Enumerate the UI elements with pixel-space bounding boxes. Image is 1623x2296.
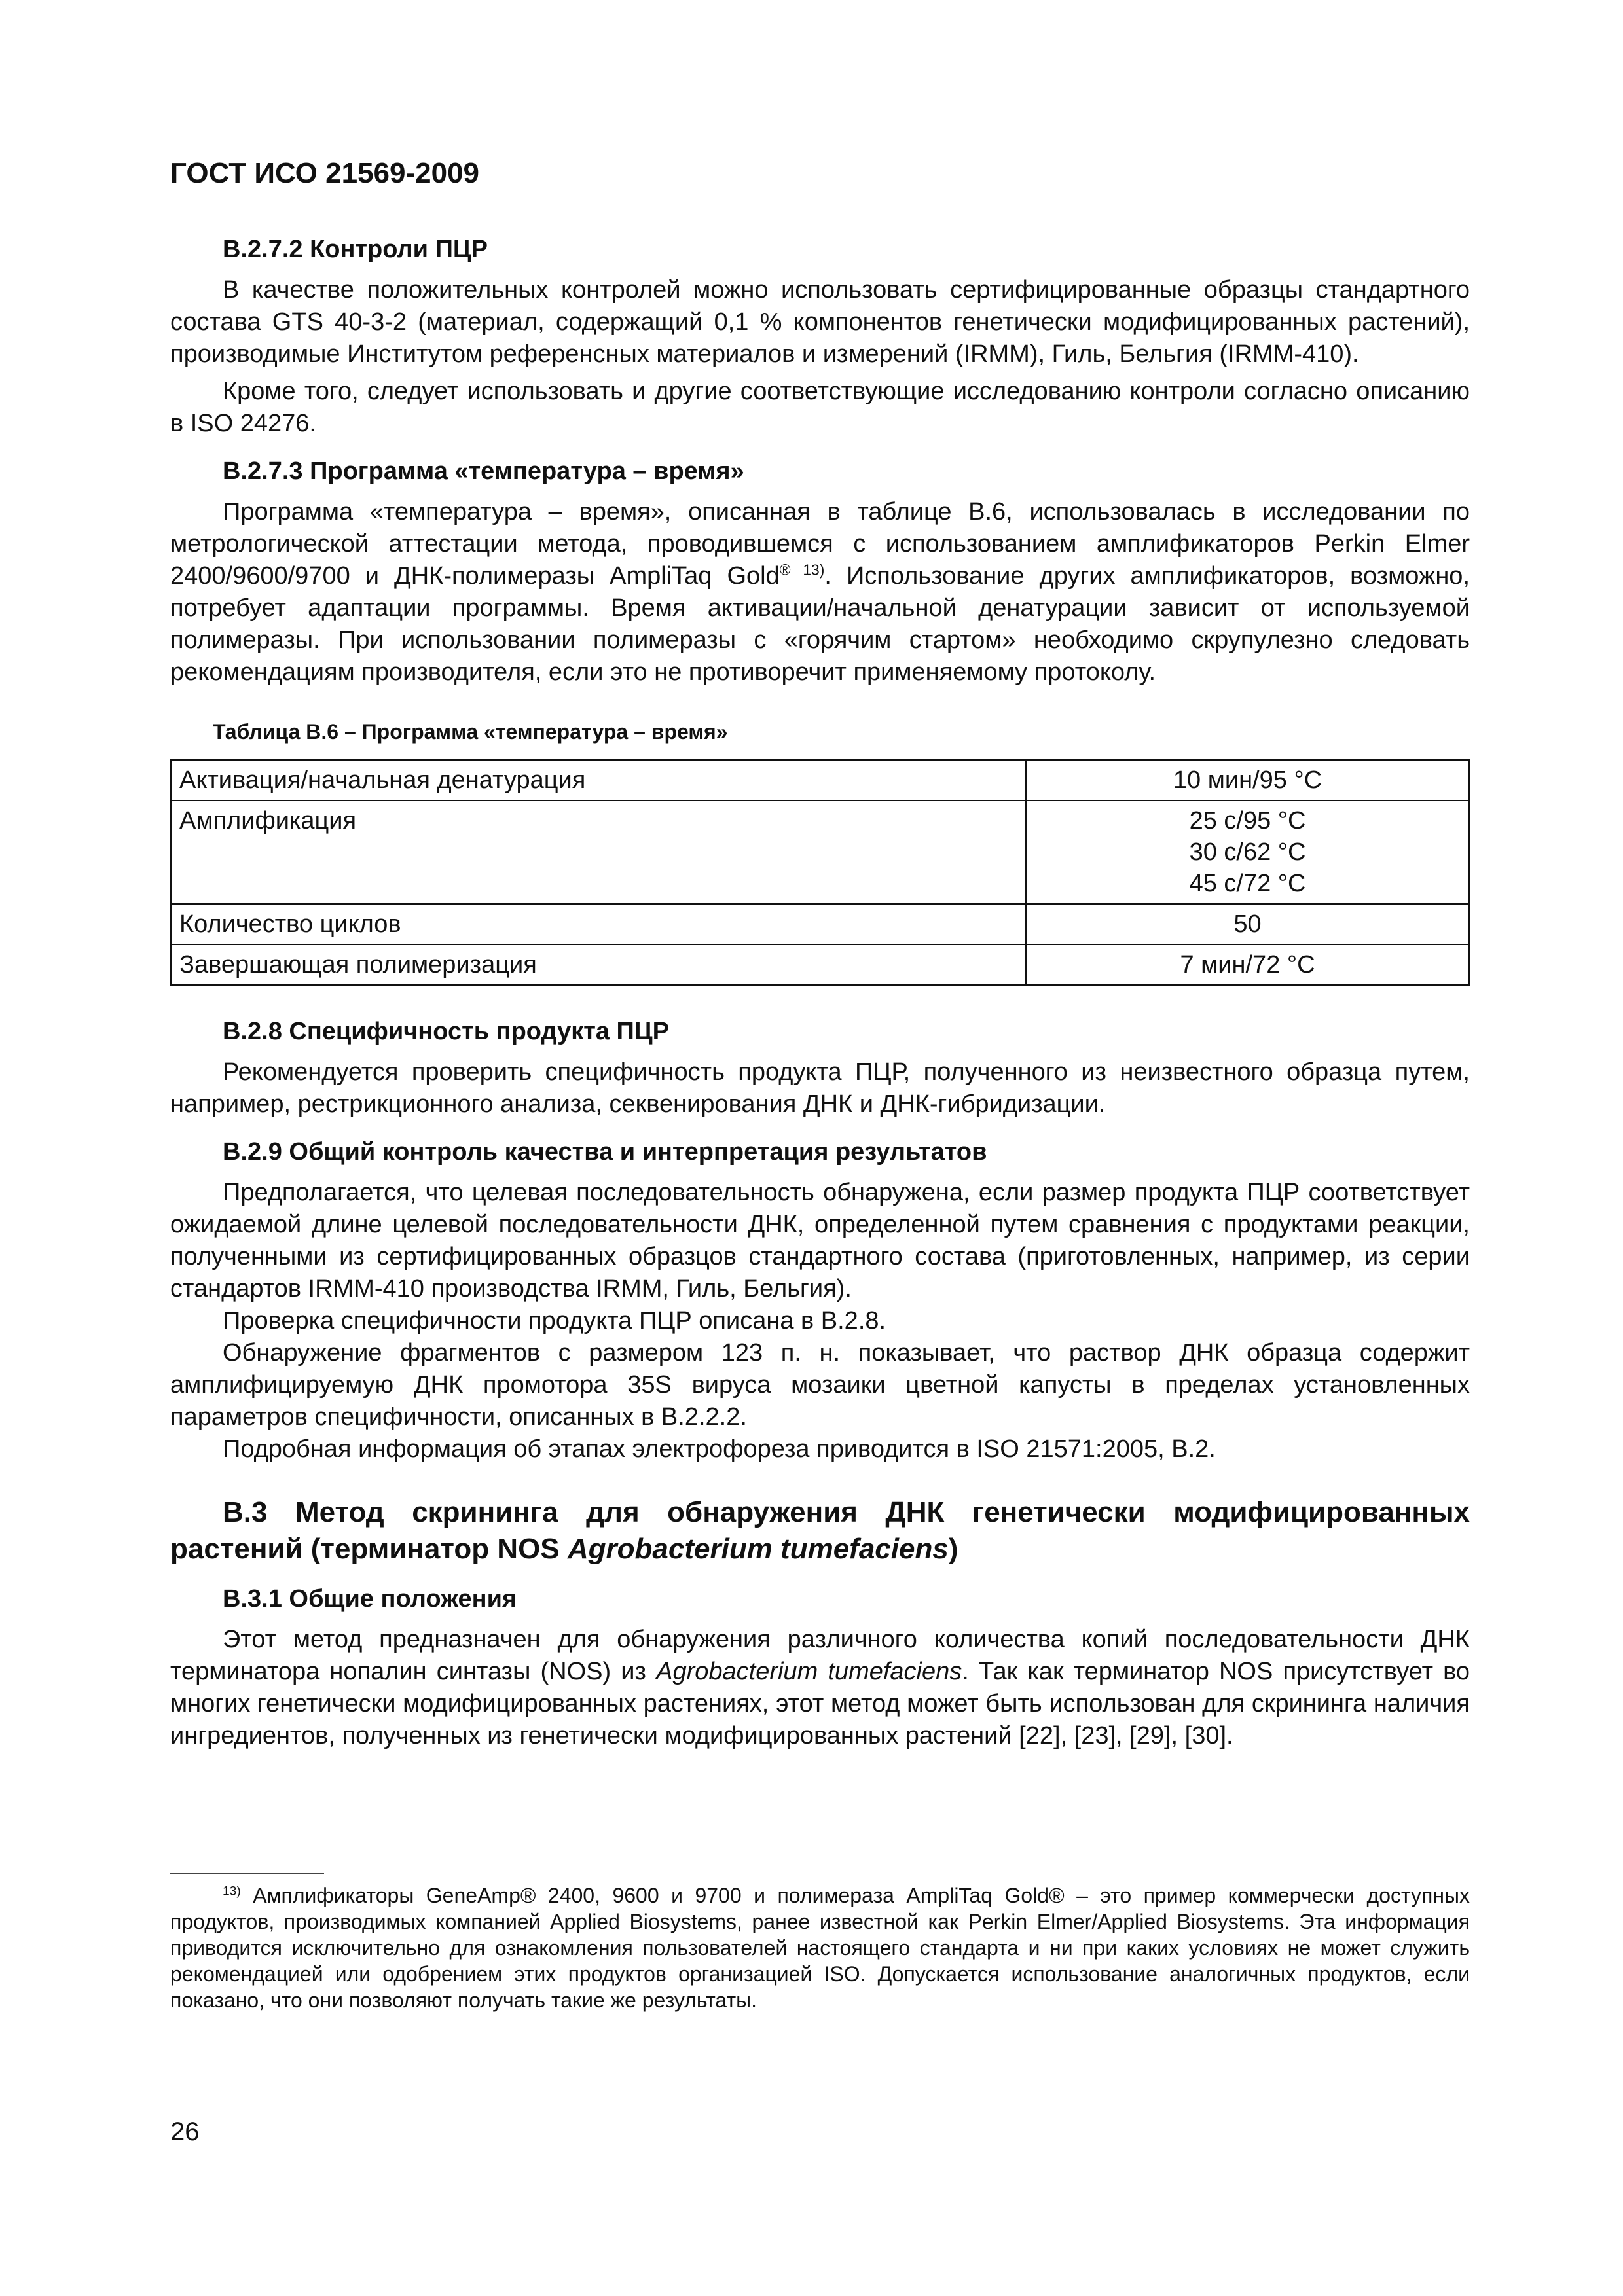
section-b273-heading: В.2.7.3 Программа «температура – время» (223, 457, 744, 485)
table-row (171, 944, 1469, 985)
table-value-line: 45 с/72 °С (1189, 870, 1306, 897)
table-cell-label: Активация/начальная денатурация (171, 760, 1026, 800)
section-b272-paragraph-1: В качестве положительных контролей можно использовать сертифицированные образцы стандартного состава GTS 40-3-2 (материал, содержащий 0,1 % компонентов генетически модифицированных растений), производимые Институтом референсных материалов и измерений (IRMM), Гиль, Бельгия (IRMM-410). (170, 276, 1470, 368)
table-title: Таблица В.6 – Программа «температура – время» (213, 720, 728, 744)
temperature-time-table (170, 759, 1470, 986)
section-b31-paragraph-1: Этот метод предназначен для обнаружения различного количества копий последовательности ДНК терминатора нопалин синтазы (NOS) из Agrobacterium tumefaciens. Так как терминатор NOS присутствует во многих генетически модифицированных растениях, этот метод может быть использован для скрининга наличия ингредиентов, полученных из генетически модифицированных растений [22], [23], [29], [30]. (170, 1626, 1470, 1749)
footnote: $^{13)}$ Амплификаторы GeneAmp® 2400, 9600 и 9700 и полимераза AmpliTaq Gold® – это пример коммерчески доступных продуктов, производимых компанией Applied Biosystems, ранее известной как Perkin Elmer/Applied Biosystems. Эта информация приводится исключительно для ознакомления пользователей настоящего стандарта и ни при каких условиях не может служить рекомендацией или одобрением этих продуктов организацией ISO. Допускается использование аналогичных продуктов, если показано, что они позволяют получать такие же результаты. (170, 1884, 1470, 2012)
table-row (171, 800, 1469, 904)
table-row (171, 904, 1469, 944)
table-cell-value (1026, 944, 1469, 985)
table-value-line: 25 с/95 °С (1189, 807, 1306, 834)
footnote-ref: ® 13) (779, 561, 825, 579)
document-header: ГОСТ ИСО 21569-2009 (170, 157, 480, 189)
table-cell-label: Завершающая полимеризация (171, 944, 1026, 985)
footnote-marker: 13) (223, 1884, 241, 1899)
section-b272-heading: В.2.7.2 Контроли ПЦР (223, 236, 488, 263)
section-b28-heading: В.2.8 Специфичность продукта ПЦР (223, 1018, 669, 1045)
table-value-line: 10 мин/95 °С (1173, 766, 1322, 794)
table-cell-label: Амплификация (171, 800, 1026, 904)
section-b272-paragraph-2: Кроме того, следует использовать и другие соответствующие исследованию контроли согласно описанию в ISO 24276. (170, 378, 1470, 437)
section-b29-heading: В.2.9 Общий контроль качества и интерпретация результатов (223, 1138, 987, 1166)
table-value-line: 7 мин/72 °С (1180, 951, 1315, 978)
table-cell-value (1026, 904, 1469, 944)
section-b29-paragraph-1: Предполагается, что целевая последовательность обнаружена, если размер продукта ПЦР соответствует ожидаемой длине целевой последовательности ДНК, определенной путем сравнения с продуктами реакции, полученными из сертифицированных образцов стандартного состава (приготовленных, например, из серии стандартов IRMM-410 производства IRMM, Гиль, Бельгия). (170, 1179, 1470, 1302)
table-row (171, 760, 1469, 800)
section-b3-heading: В.3 Метод скрининга для обнаружения ДНК генетически модифицированных растений (терминатор NOS Agrobacterium tumefaciens) (170, 1496, 1470, 1565)
section-b29-paragraph-4: Подробная информация об этапах электрофореза приводится в ISO 21571:2005, В.2. (223, 1435, 1216, 1463)
section-b273-paragraph-1: Программа «температура – время», описанная в таблице В.6, использовалась в исследовании по метрологической аттестации метода, проводившемся с использованием амплификаторов Perkin Elmer 2400/9600/9700 и ДНК-полимеразы AmpliTaq Gold$^{® 13)}$. Использование других амплификаторов, возможно, потребует адаптации программы. Время активации/начальной денатурации зависит от используемой полимеразы. При использовании полимеразы с «горячим стартом» необходимо скрупулезно следовать рекомендациям производителя, если это не противоречит применяемому протоколу. (170, 498, 1470, 686)
section-b28-paragraph-1: Рекомендуется проверить специфичность продукта ПЦР, полученного из неизвестного образца путем, например, рестрикционного анализа, секвенирования ДНК и ДНК-гибридизации. (170, 1058, 1470, 1118)
section-b29-paragraph-3: Обнаружение фрагментов с размером 123 п. н. показывает, что раствор ДНК образца содержит амплифицируемую ДНК промотора 35S вируса мозаики цветной капусты в пределах установленных параметров специфичности, описанных в В.2.2.2. (170, 1339, 1470, 1431)
section-b31-heading: В.3.1 Общие положения (223, 1585, 517, 1613)
table-cell-value (1026, 760, 1469, 800)
footnote-divider (170, 1873, 324, 1874)
page-number: 26 (170, 2117, 200, 2146)
section-b29-paragraph-2: Проверка специфичности продукта ПЦР описана в В.2.8. (223, 1307, 886, 1335)
table-cell-label: Количество циклов (171, 904, 1026, 944)
table-value-line: 30 с/62 °С (1189, 838, 1306, 866)
table-value-line: 50 (1233, 910, 1262, 938)
document-body (170, 232, 1470, 1752)
table-cell-value (1026, 800, 1469, 904)
